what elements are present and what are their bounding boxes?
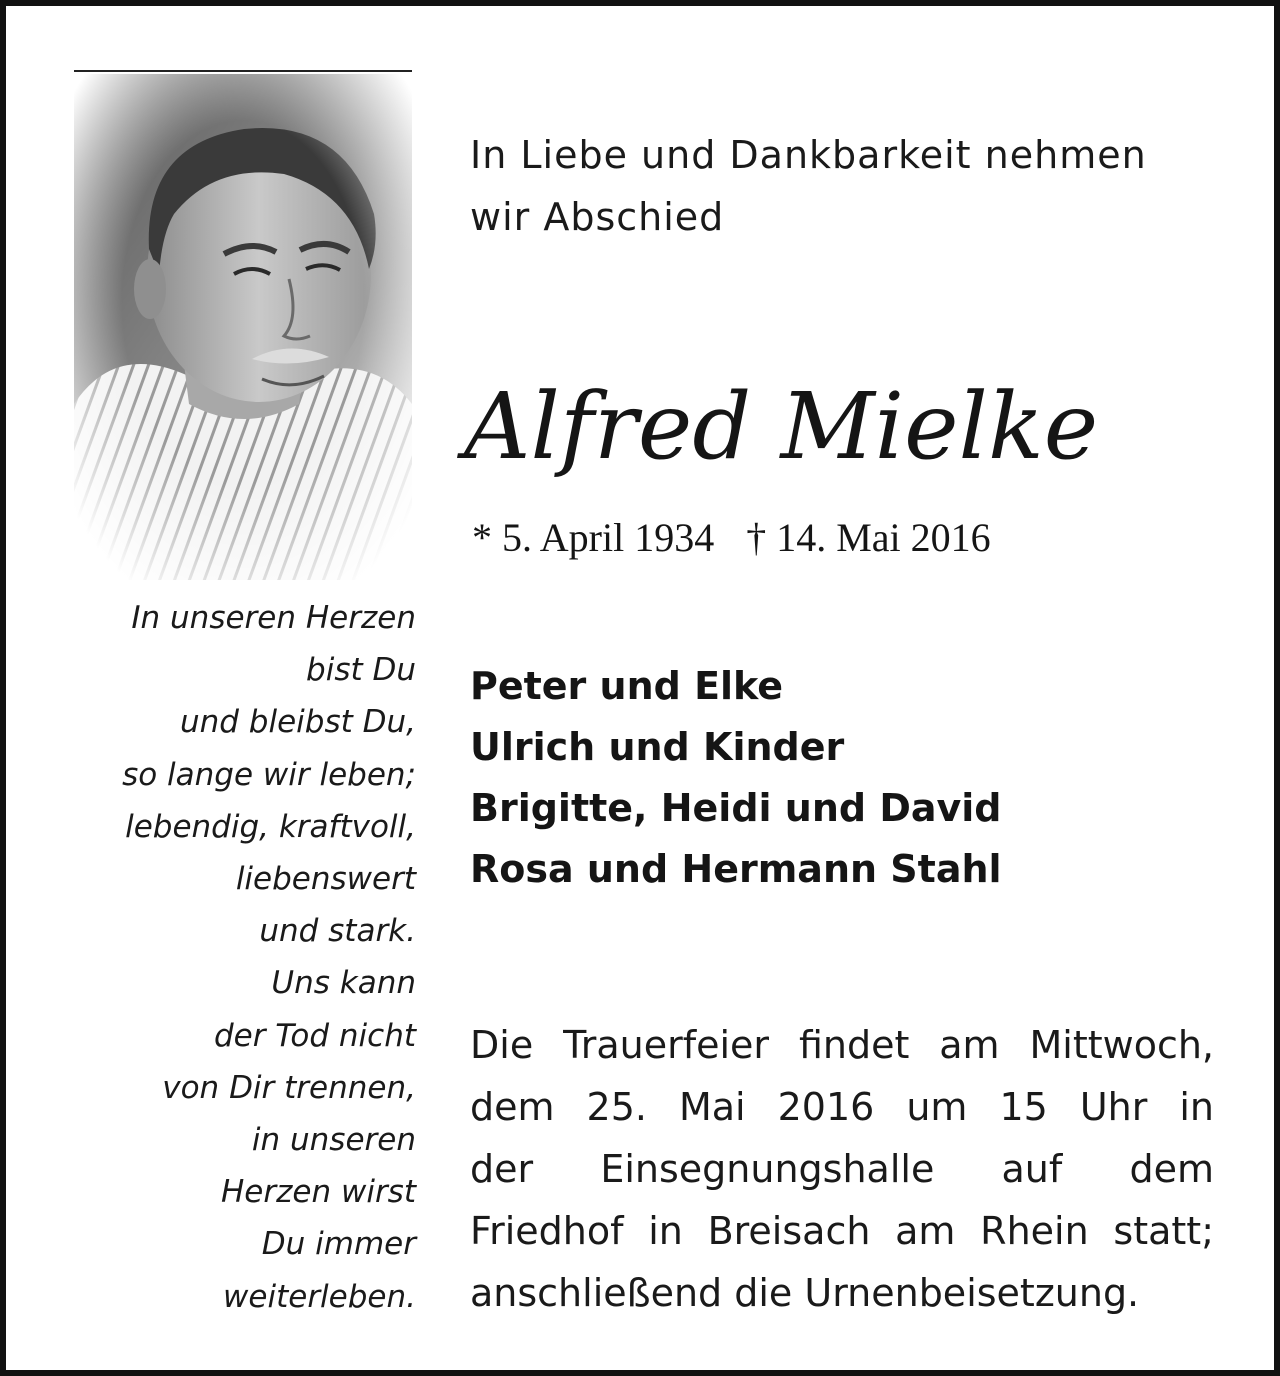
intro-line: In Liebe und Dankbarkeit nehmen [470, 133, 1147, 177]
intro-text [470, 124, 1230, 248]
ceremony-line: der Einsegnungshalle auf dem [470, 1147, 1214, 1191]
death-date: † 14. Mai 2016 [746, 515, 991, 560]
deceased-name: Alfred Mielke [464, 373, 1099, 480]
birth-date: * 5. April 1934 [472, 515, 715, 560]
poem-line: Uns kann [271, 965, 416, 1002]
poem-line: in unseren [251, 1122, 416, 1159]
family-line: Peter und Elke [470, 664, 784, 708]
poem-line: Du immer [261, 1226, 416, 1263]
ceremony-line: Friedhof in Breisach am Rhein statt; [470, 1209, 1214, 1253]
poem-line: bist Du [306, 652, 416, 689]
intro-line: wir Abschied [470, 195, 725, 239]
ceremony-line: anschließend die Urnenbeisetzung. [470, 1271, 1140, 1315]
life-dates [472, 512, 991, 564]
family-line: Ulrich und Kinder [470, 725, 845, 769]
poem-line: von Dir trennen, [162, 1069, 416, 1106]
poem-line: so lange wir leben; [122, 756, 416, 793]
ceremony-info [470, 1014, 1214, 1324]
poem-line: Herzen wirst [221, 1174, 416, 1211]
poem-line: lebendig, kraftvoll, [125, 808, 416, 845]
ceremony-line: Die Trauerfeier findet am Mittwoch, [470, 1023, 1214, 1067]
portrait-photo [74, 74, 412, 580]
ceremony-line: dem 25. Mai 2016 um 15 Uhr in [470, 1085, 1214, 1129]
photo-top-rule [74, 70, 412, 72]
family-line: Rosa und Hermann Stahl [470, 847, 1002, 891]
poem [46, 592, 416, 1323]
poem-line: der Tod nicht [213, 1017, 416, 1054]
family-list [470, 656, 1002, 900]
family-line: Brigitte, Heidi und David [470, 786, 1002, 830]
portrait-illustration [74, 74, 412, 580]
poem-line: und stark. [259, 913, 416, 950]
poem-line: und bleibst Du, [179, 704, 416, 741]
poem-line: liebenswert [235, 861, 416, 898]
poem-line: In unseren Herzen [131, 600, 416, 636]
poem-line: weiterleben. [223, 1278, 416, 1315]
